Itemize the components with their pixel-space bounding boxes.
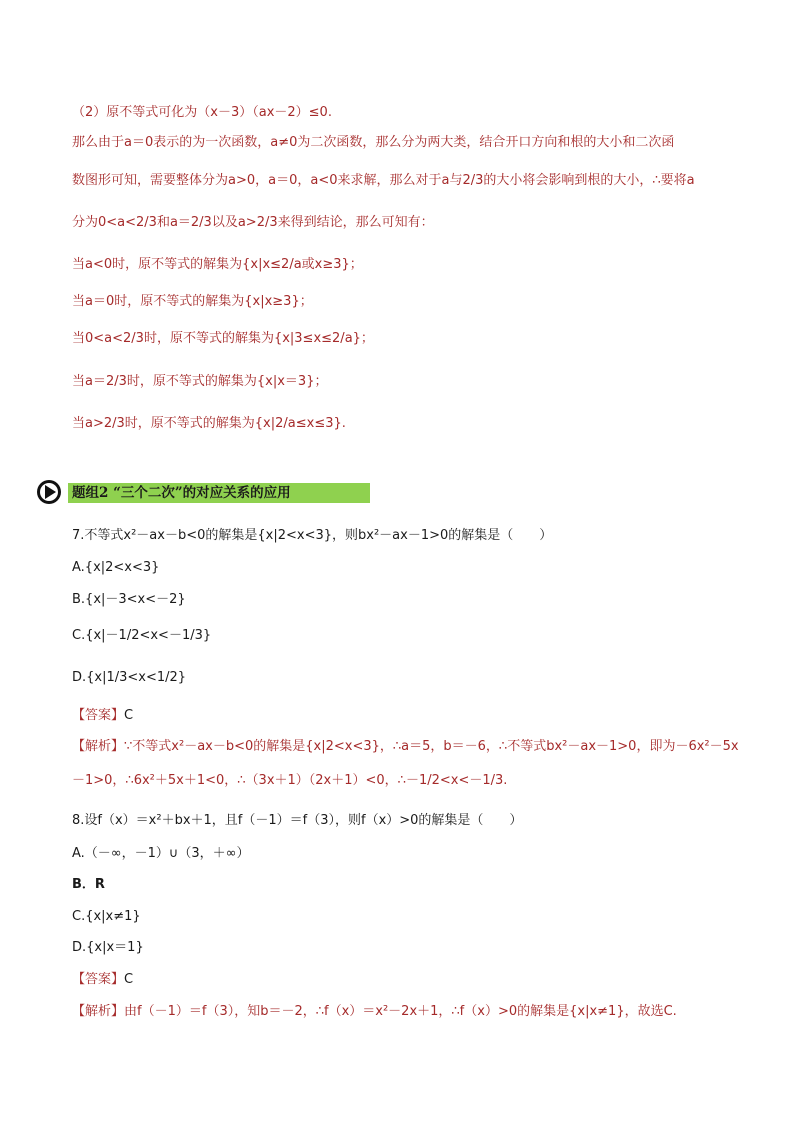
answer-tag: 【答案】: [72, 972, 125, 987]
answer-tag: 【答案】: [72, 708, 125, 723]
q7-stem: 7.不等式x²－ax－b<0的解集是{x|2<x<3}，则bx²－ax－1>0的解集是（ ）: [72, 528, 553, 543]
q8-option-a: A.（－∞，－1）∪（3，＋∞）: [72, 846, 250, 861]
analysis-text: ∵不等式x²－ax－b<0的解集是{x|2<x<3}，∴a＝5，b＝－6，∴不等式bx²－ax－1>0，即为－6x²－5x: [124, 739, 739, 754]
solution-part2-line3: 数图形可知，需要整体分为a>0，a＝0，a<0来求解，那么对于a与2/3的大小将会影响到根的大小，∴要将a: [72, 173, 695, 188]
analysis-tag: 【解析】: [72, 1004, 125, 1019]
case-a-equal: 当a＝2/3时，原不等式的解集为{x|x＝3}；: [72, 374, 328, 389]
q7-option-b: B.{x|－3<x<－2}: [72, 592, 186, 607]
answer-value: C: [124, 972, 134, 987]
q7-answer: [72, 707, 734, 725]
case-a-zero: 当a＝0时，原不等式的解集为{x|x≥3}；: [72, 294, 313, 309]
q7-analysis-line1: [72, 738, 739, 756]
q8-analysis-line1: [72, 1003, 734, 1021]
answer-value: C: [124, 708, 134, 723]
solution-part2-line4: 分为0<a<2/3和a＝2/3以及a>2/3来得到结论，那么可知有：: [72, 215, 434, 230]
case-a-negative: 当a<0时，原不等式的解集为{x|x≤2/a或x≥3}；: [72, 257, 363, 272]
q8-option-b: B．R: [72, 877, 105, 892]
q8-answer: [72, 971, 734, 989]
q7-option-c: C.{x|－1/2<x<－1/3}: [72, 628, 212, 643]
case-a-between: 当0<a<2/3时，原不等式的解集为{x|3≤x≤2/a}；: [72, 331, 374, 346]
q7-option-d: D.{x|1/3<x<1/2}: [72, 670, 187, 685]
analysis-text: 由f（－1）＝f（3），知b＝－2，∴f（x）＝x²－2x＋1，∴f（x）>0的解集是{x|x≠1}，故选C.: [124, 1004, 677, 1019]
q8-option-c: C.{x|x≠1}: [72, 909, 141, 924]
q8-stem: 8.设f（x）＝x²＋bx＋1，且f（－1）＝f（3），则f（x）>0的解集是（ ）: [72, 813, 523, 828]
play-arrow-icon: [36, 479, 62, 505]
section-header: [36, 479, 336, 505]
analysis-tag: 【解析】: [72, 739, 125, 754]
q8-option-d: D.{x|x＝1}: [72, 940, 144, 955]
q7-option-a: A.{x|2<x<3}: [72, 560, 160, 575]
q7-analysis-line2: －1>0，∴6x²＋5x＋1<0，∴（3x＋1）（2x＋1）<0，∴－1/2<x<－1/3.: [72, 773, 508, 788]
solution-part2-line1: （2）原不等式可化为（x－3）（ax－2）≤0.: [72, 105, 332, 120]
case-a-greater: 当a>2/3时，原不等式的解集为{x|2/a≤x≤3}.: [72, 416, 346, 431]
solution-part2-line2: 那么由于a＝0表示的为一次函数，a≠0为二次函数，那么分为两大类，结合开口方向和根的大小和二次函: [72, 135, 675, 150]
section-title: 题组2 “三个二次”的对应关系的应用: [72, 485, 291, 501]
